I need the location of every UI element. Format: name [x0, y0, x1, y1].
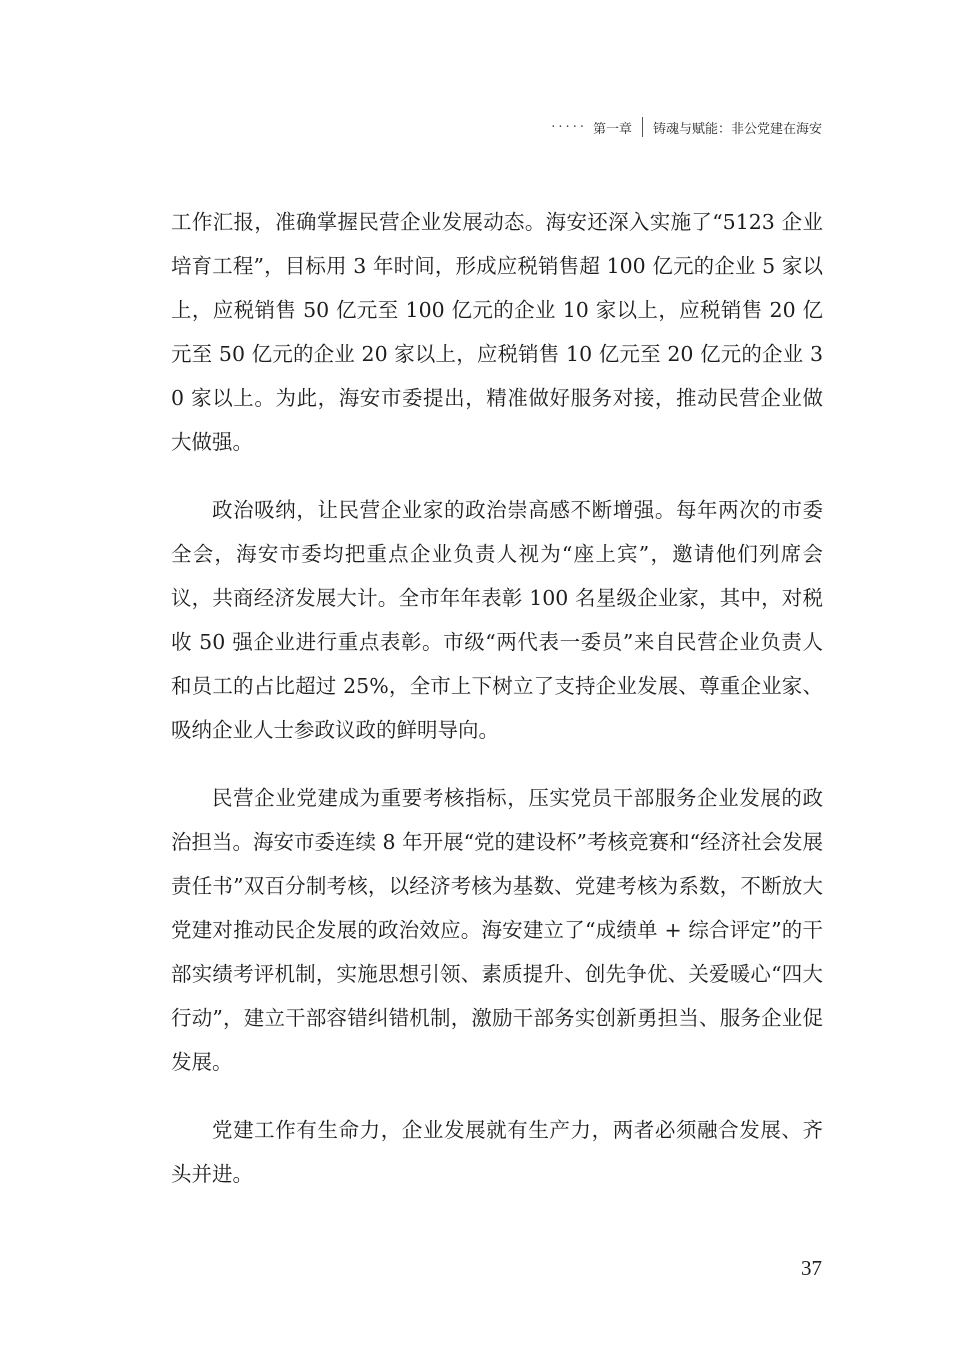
running-header — [551, 116, 822, 138]
chapter-label: 第一章 — [592, 121, 632, 137]
page-number: 37 — [801, 1256, 822, 1280]
chapter-title: 铸魂与赋能：非公党建在海安 — [652, 121, 822, 137]
paragraph-conclusion: 党建工作有生命力，企业发展就有生产力，两者必须融合发展、齐头并进。 — [171, 1118, 823, 1186]
paragraph-political-absorption: 政治吸纳，让民营企业家的政治崇高感不断增强。每年两次的市委全会，海安市委均把重点企业负责人视为“座上宾”，邀请他们列席会议，共商经济发展大计。全市年年表彰 100 名星级企业家，其中，对税收 50 强企业进行重点表彰。市级“两代表一委员”来自民营企业负责人和员工的占比超过 25%，全市上下树立了支持企业发展、尊重企业家、吸纳企业人士参政议政的鲜明导向。 — [171, 498, 823, 742]
paragraph-assessment: 民营企业党建成为重要考核指标，压实党员干部服务企业发展的政治担当。海安市委连续 8 年开展“党的建设杯”考核竞赛和“经济社会发展责任书”双百分制考核，以经济考核为基数、党建考核为系数，不断放大党建对推动民企发展的政治效应。海安建立了“成绩单 + 综合评定”的干部实绩考评机制，实施思想引领、素质提升、创先争优、关爱暖心“四大行动”，建立干部容错纠错机制，激励干部务实创新勇担当、服务企业促发展。 — [171, 786, 824, 1074]
body-text — [171, 200, 823, 1220]
header-divider — [642, 117, 643, 137]
paragraph-continuation: 工作汇报，准确掌握民营企业发展动态。海安还深入实施了“5123 企业培育工程”，目标用 3 年时间，形成应税销售超 100 亿元的企业 5 家以上，应税销售 50 亿元至 100 亿元的企业 10 家以上，应税销售 20 亿元至 50 亿元的企业 20 家以上，应税销售 10 亿元至 20 亿元的企业 30 家以上。为此，海安市委提出，精准做好服务对接，推动民营企业做大做强。 — [171, 210, 823, 454]
header-dots: ····· — [551, 119, 587, 135]
